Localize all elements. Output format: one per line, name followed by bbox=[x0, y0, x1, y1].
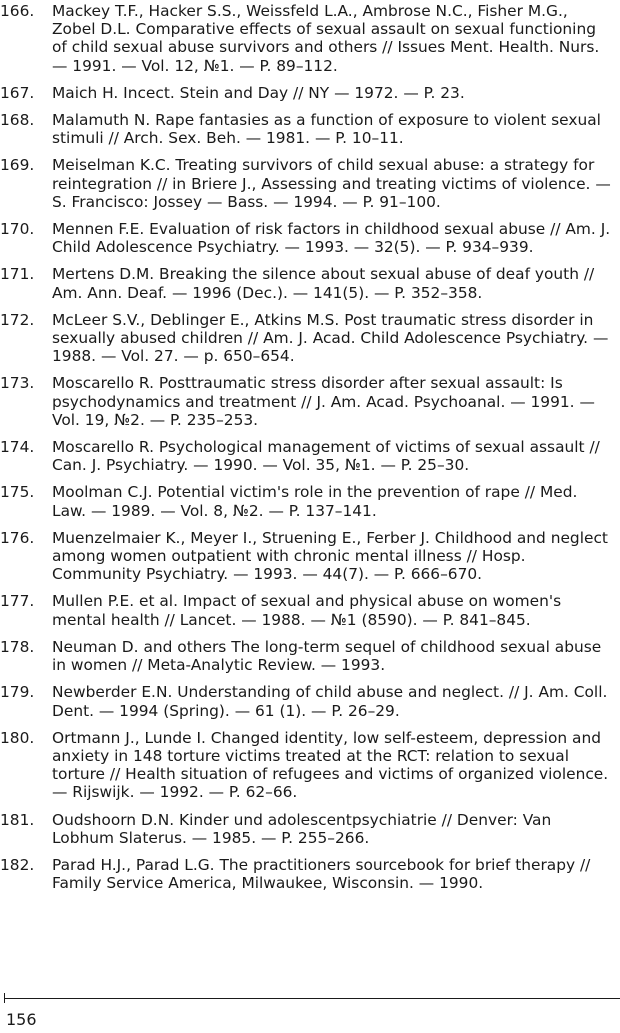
reference-item bbox=[0, 374, 620, 429]
reference-item bbox=[0, 438, 620, 474]
reference-text: Mertens D.M. Breaking the silence about sexual abuse of deaf youth // Am. Ann. Deaf. — 1996 (Dec.). — 141(5). — P. 352–358. bbox=[52, 265, 595, 302]
reference-item bbox=[0, 729, 620, 802]
reference-number: 170. bbox=[0, 220, 35, 239]
reference-text: Moscarello R. Psychological management of victims of sexual assault // Can. J. Psychiatry. — 1990. — Vol. 35, №1. — P. 25–30. bbox=[52, 438, 600, 475]
reference-text: Parad H.J., Parad L.G. The practitioners sourcebook for brief therapy // Family Service America, Milwaukee, Wisconsin. — 1990. bbox=[52, 855, 591, 893]
reference-item bbox=[0, 265, 620, 301]
reference-item bbox=[0, 683, 620, 719]
reference-item bbox=[0, 220, 620, 256]
reference-text: Maich H. Incect. Stein and Day // NY — 1972. — P. 23. bbox=[52, 83, 465, 102]
reference-item bbox=[0, 638, 620, 674]
reference-number: 167. bbox=[0, 83, 35, 102]
reference-text: Meiselman K.C. Treating survivors of child sexual abuse: a strategy for reintegration // in Briere J., Assessing and treating victims of violence. — S. Francisco: Jossey — Bass. — 1994. — P. 91–100. bbox=[52, 156, 611, 211]
reference-number: 171. bbox=[0, 265, 35, 284]
reference-item bbox=[0, 856, 620, 892]
reference-number: 178. bbox=[0, 637, 35, 656]
reference-text: Malamuth N. Rape fantasies as a function of exposure to violent sexual stimuli // Arch. Sex. Beh. — 1981. — P. 10–11. bbox=[52, 111, 601, 148]
reference-text: McLeer S.V., Deblinger E., Atkins M.S. Post traumatic stress disorder in sexually abused children // Am. J. Acad. Child Adolescence Psychiatry. — 1988. — Vol. 27. — p. 650–654. bbox=[52, 310, 609, 366]
footer-rule bbox=[4, 998, 620, 999]
reference-text: Moscarello R. Posttraumatic stress disorder after sexual assault: Is psychodynamics and treatment // J. Am. Acad. Psychoanal. — 1991. — Vol. 19, №2. — P. 235–253. bbox=[52, 374, 595, 429]
reference-item bbox=[0, 811, 620, 847]
reference-text: Muenzelmaier K., Meyer I., Struening E., Ferber J. Childhood and neglect among women outpatient with chronic mental illness // Hosp. Community Psychiatry. — 1993. — 44(7). — P. 666–670. bbox=[52, 528, 608, 584]
reference-item bbox=[0, 156, 620, 211]
reference-item bbox=[0, 592, 620, 628]
reference-number: 175. bbox=[0, 483, 35, 502]
reference-number: 173. bbox=[0, 374, 35, 393]
reference-text: Newberder E.N. Understanding of child abuse and neglect. // J. Am. Coll. Dent. — 1994 (Spring). — 61 (1). — P. 26–29. bbox=[52, 683, 608, 720]
reference-number: 172. bbox=[0, 310, 35, 329]
reference-item bbox=[0, 2, 620, 75]
reference-item bbox=[0, 311, 620, 366]
reference-number: 182. bbox=[0, 855, 35, 874]
reference-text: Mullen P.E. et al. Impact of sexual and physical abuse on women's mental health // Lancet. — 1988. — №1 (8590). — P. 841–845. bbox=[52, 592, 562, 629]
reference-number: 169. bbox=[0, 156, 35, 175]
reference-number: 176. bbox=[0, 528, 35, 547]
reference-item bbox=[0, 111, 620, 147]
reference-item bbox=[0, 84, 620, 102]
reference-number: 174. bbox=[0, 438, 35, 457]
reference-text: Moolman C.J. Potential victim's role in the prevention of rape // Med. Law. — 1989. — Vol. 8, №2. — P. 137–141. bbox=[52, 483, 578, 520]
reference-number: 168. bbox=[0, 111, 35, 130]
reference-number: 177. bbox=[0, 592, 35, 611]
reference-number: 180. bbox=[0, 728, 35, 747]
reference-item bbox=[0, 529, 620, 584]
page-number: 156 bbox=[6, 1010, 37, 1029]
reference-text: Mackey T.F., Hacker S.S., Weissfeld L.A., Ambrose N.C., Fisher M.G., Zobel D.L. Comparative effects of sexual assault on sexual functioning of child sexual abuse survivors and others // Issues Ment. Health. Nurs. — 1991. — Vol. 12, №1. — P. 89–112. bbox=[52, 2, 600, 75]
reference-text: Mennen F.E. Evaluation of risk factors in childhood sexual abuse // Am. J. Child Adolescence Psychiatry. — 1993. — 32(5). — P. 934–939. bbox=[52, 220, 611, 257]
reference-text: Oudshoorn D.N. Kinder und adolescentpsychiatrie // Denver: Van Lobhum Slaterus. — 1985. — P. 255–266. bbox=[52, 810, 552, 847]
reference-list bbox=[0, 2, 620, 901]
reference-number: 181. bbox=[0, 810, 35, 829]
reference-text: Neuman D. and others The long-term sequel of childhood sexual abuse in women // Meta-Analytic Review. — 1993. bbox=[52, 637, 602, 675]
reference-number: 179. bbox=[0, 683, 35, 702]
reference-text: Ortmann J., Lunde I. Changed identity, low self-esteem, depression and anxiety in 148 torture victims treated at the RCT: relation to sexual torture // Health situation of refugees and victims of organized violence. — Rijswijk. — 1992. — P. 62–66. bbox=[52, 728, 609, 802]
reference-item bbox=[0, 483, 620, 519]
reference-number: 166. bbox=[0, 2, 35, 20]
